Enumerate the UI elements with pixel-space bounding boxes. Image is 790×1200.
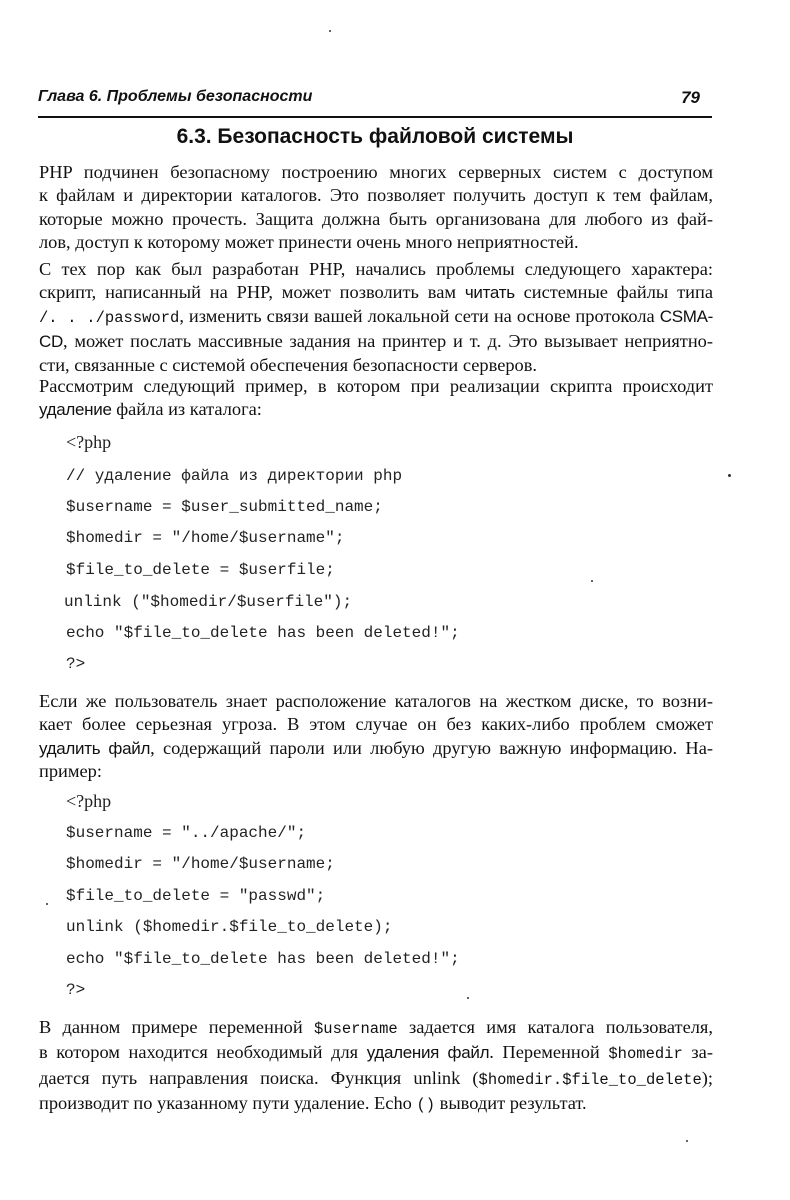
code-line: <?php [66,791,112,811]
var-homedir: $homedir [608,1045,683,1064]
parens: () [416,1096,436,1115]
code-line: echo "$file_to_delete has been deleted!"; [66,624,460,642]
protocol-name: CSMA- [659,306,713,326]
text-run: , содержащий пароли или любую другую важную информацию. На- [150,737,713,758]
text-run: , может послать массивные задания на принтер и т. д. Это вызывает неприятно- [62,331,713,352]
keyword-delete-file: удаления файл [366,1043,490,1063]
text-line [39,1092,713,1117]
text-run: скрипт, написанный на PHP, может позволить вам [39,282,465,303]
paragraph-2 [39,258,713,377]
text-run: . Переменной [489,1042,609,1063]
code-line: echo "$file_to_delete has been deleted!"; [66,950,460,968]
keyword-read: читать [464,283,515,303]
text-line [39,305,713,330]
code-line: unlink ("$homedir/$userfile"); [64,593,353,611]
scan-speck [46,903,48,905]
text-line [39,398,713,421]
code-line: ?> [66,981,86,999]
code-line: $homedir = "/home/$username"; [66,529,345,547]
section-title: 6.3. Безопасность файловой системы [176,125,574,148]
code-line: $username = $user_submitted_name; [66,498,383,516]
paragraph-3 [39,375,713,422]
chapter-title: Глава 6. Проблемы безопасности [38,88,313,105]
keyword-delete: удаление [39,400,112,420]
scan-speck [728,474,731,477]
text-line: Рассмотрим следующий пример, в котором при реализации скрипта происходит [39,376,713,396]
text-line [39,1016,713,1041]
scan-speck [686,1140,688,1142]
code-line: unlink ($homedir.$file_to_delete); [66,918,393,936]
text-run: задается имя каталога пользователя, [397,1017,713,1037]
code-line: $file_to_delete = "passwd"; [66,887,326,905]
text-run: в котором находится необходимый для [39,1042,367,1063]
text-line [39,1067,713,1092]
text-run: производит по указанному пути удаление. Echo [39,1093,417,1114]
text-line [39,330,713,353]
code-line: $homedir = "/home/$username; [66,855,335,873]
code-comment: // удаление файла из директории php [66,467,403,485]
scan-speck [467,997,469,999]
code-line: <?php [66,432,112,452]
text-run: за- [682,1042,713,1063]
text-line: к файлам и директории каталогов. Это позволяет получить доступ к тем файлам, [39,185,713,206]
text-line: сти, связанные с системой обеспечения безопасности серверов. [39,354,538,375]
text-run: ); [701,1067,713,1088]
code-expression: $homedir.$file_to_delete [478,1070,702,1089]
protocol-name-cont: CD [39,332,63,352]
header-rule [38,116,712,118]
text-run: дается путь направления поиска. Функция unlink ( [39,1067,479,1088]
text-line: лов, доступ к которому может принести очень много неприятностей. [39,232,579,253]
text-run: , изменить связи вашей локальной сети на основе протокола [179,305,660,326]
page-number: 79 [681,88,700,107]
code-line: $username = "../apache/"; [66,824,307,842]
text-line [39,1041,713,1066]
var-username: $username [313,1020,398,1038]
keyword-delete-file: удалить файл [39,738,151,758]
code-line: ?> [66,655,86,673]
text-line: PHP подчинен безопасному построению многих серверных систем с доступом [39,162,713,182]
path-example: /. . ./password [39,308,180,327]
text-run: В данном примере переменной [39,1017,314,1037]
text-line: С тех пор как был разработан PHP, начались проблемы следующего характера: [39,259,713,279]
text-run: файла из каталога: [111,399,262,420]
text-line: кает более серьезная угроза. В этом случае он без каких-либо проблем сможет [39,714,713,735]
scan-speck [329,30,331,32]
text-line: пример: [39,761,102,782]
text-line [39,737,713,760]
paragraph-1 [39,161,713,255]
code-line: $file_to_delete = $userfile; [66,561,335,579]
paragraph-5 [39,1016,713,1118]
paragraph-4 [39,690,713,784]
text-line [39,281,713,304]
text-run: выводит результат. [435,1093,587,1114]
text-line: Если же пользователь знает расположение каталогов на жестком диске, то возни- [39,691,713,711]
text-run: системные файлы типа [514,282,713,303]
running-head [38,88,708,112]
text-line: которые можно прочесть. Защита должна быть организована для любого из фай- [39,208,713,229]
scan-speck [591,580,593,582]
